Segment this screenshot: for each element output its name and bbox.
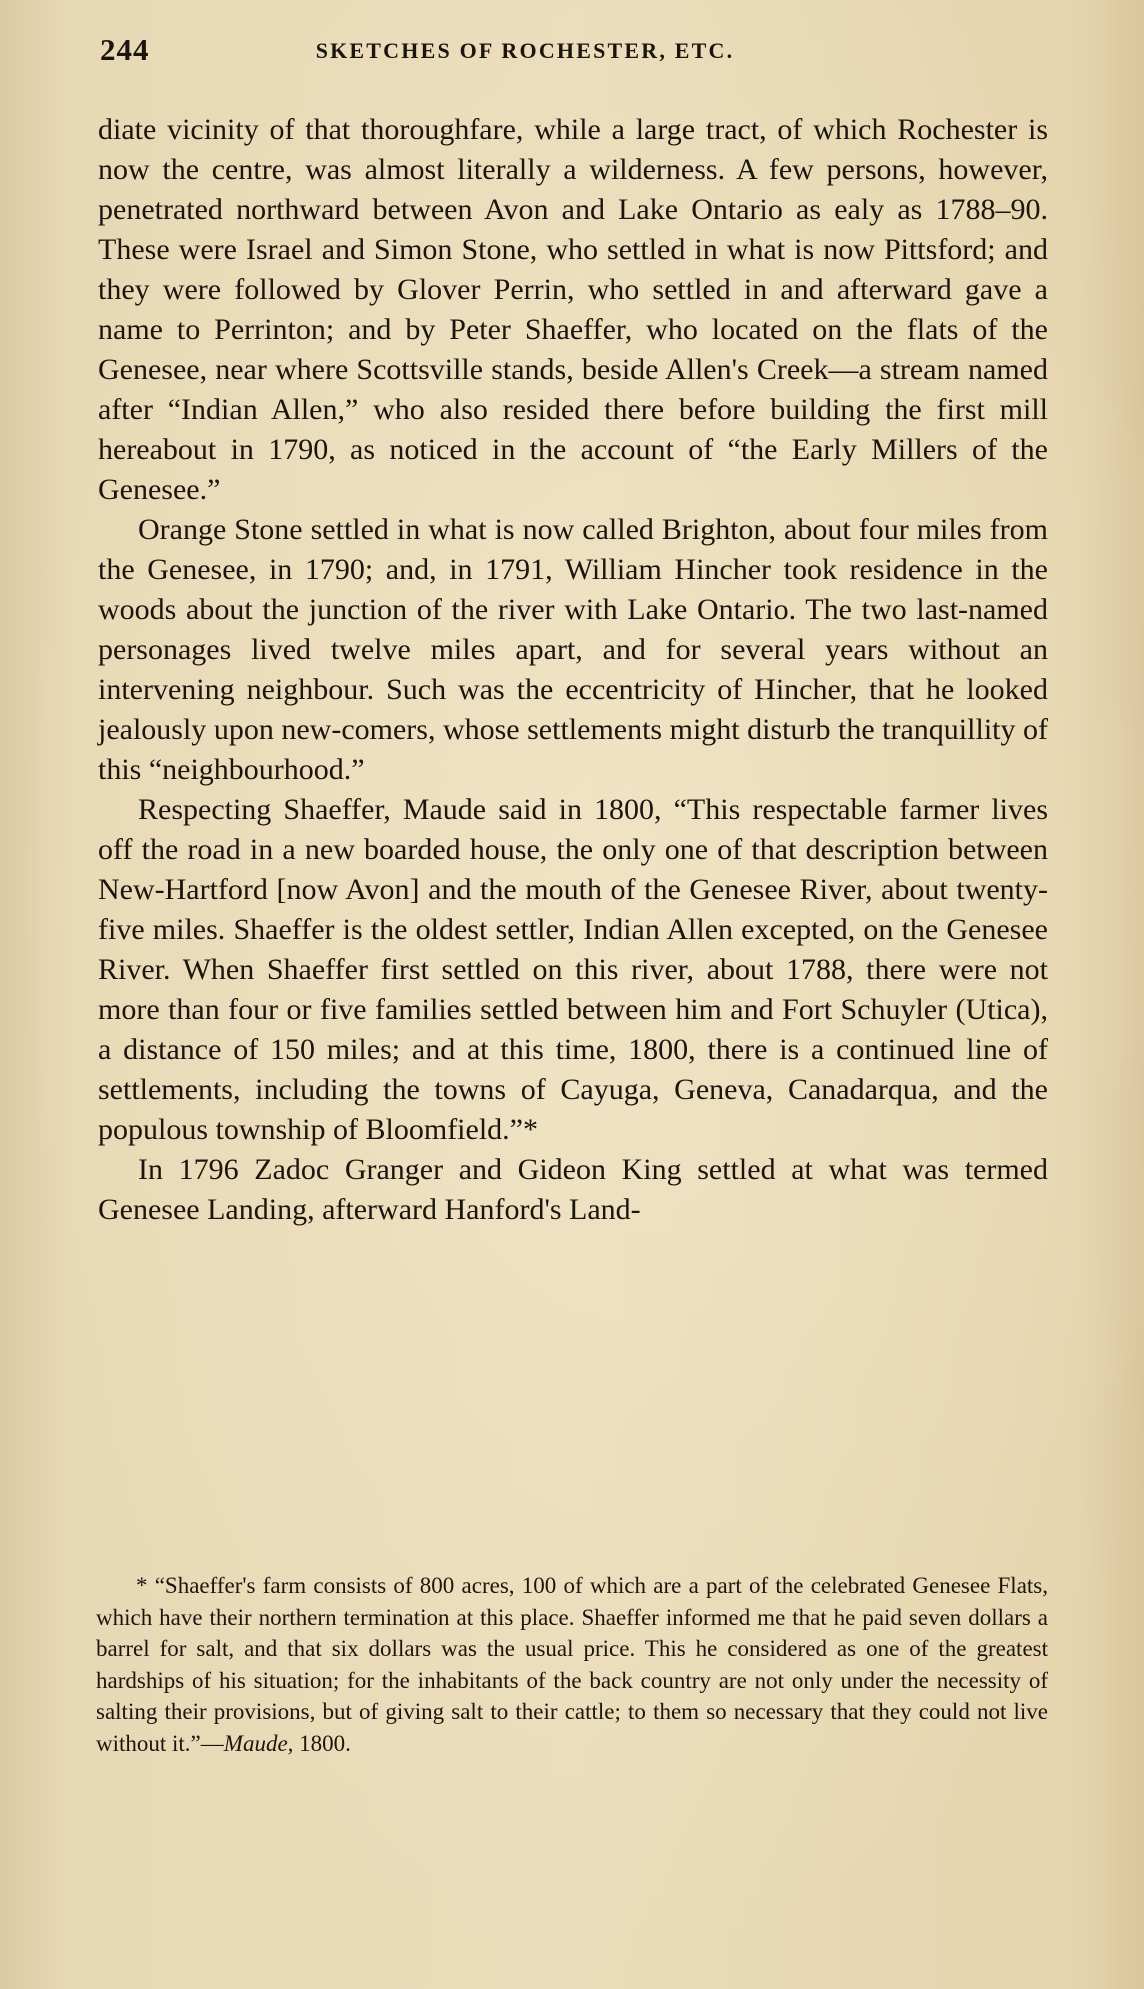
page-header [100,32,870,76]
body-text [98,110,1048,1230]
page-number: 244 [100,32,150,67]
paragraph-orange-stone: Orange Stone settled in what is now called Brighton, about four miles from the Genesee, in 1790; and, in 1791, William Hincher took residence in the woods about the junction of the river with Lake Ontario. The two last-named personages lived twelve miles apart, and for several years without an intervening neighbour. Such was the eccentricity of Hincher, that he looked jealously upon new-comers, whose settlements might disturb the tranquillity of this “neighbourhood.” [98,513,1048,786]
footnote [96,1570,1048,1759]
footnote-text: * “Shaeffer's farm consists of 800 acres, 100 of which are a part of the celebrated Genesee Flats, which have their northern termination at this place. Shaeffer informed me that he paid seven dollars a barrel for salt, and that six dollars was the usual price. This he considered as one of the greatest hardships of his situation; for the inhabitants of the back country are not only under the necessity of salting their provisions, but of giving salt to their cattle; to them so necessary that they could not live without it.”— [96,1573,1048,1756]
paragraph-granger-king: In 1796 Zadoc Granger and Gideon King settled at what was termed Genesee Landing, afterward Hanford's Land- [98,1153,1048,1226]
footnote-section [96,1570,1048,1759]
footnote-citation: Maude, [223,1730,294,1756]
paragraph-shaeffer: Respecting Shaeffer, Maude said in 1800, “This respectable farmer lives off the road in a new boarded house, the only one of that description between New-Hartford [now Avon] and the mouth of the Genesee River, about twenty-five miles. Shaeffer is the oldest settler, Indian Allen excepted, on the Genesee River. When Shaeffer first settled on this river, about 1788, there were not more than four or five families settled between him and Fort Schuyler (Utica), a distance of 150 miles; and at this time, 1800, there is a continued line of settlements, including the towns of Cayuga, Geneva, Canadarqua, and the populous township of Bloomfield.”* [98,793,1048,1146]
paragraph-continued: diate vicinity of that thoroughfare, while a large tract, of which Rochester is now the centre, was almost literally a wilderness. A few persons, however, penetrated northward between Avon and Lake Ontario as ealy as 1788–90. These were Israel and Simon Stone, who settled in what is now Pittsford; and they were followed by Glover Perrin, who settled in and afterward gave a name to Perrinton; and by Peter Shaeffer, who located on the flats of the Genesee, near where Scottsville stands, beside Allen's Creek—a stream named after “Indian Allen,” who also resided there before building the first mill hereabout in 1790, as noticed in the account of “the Early Millers of the Genesee.” [98,113,1048,506]
footnote-year: 1800. [293,1730,351,1756]
running-title: SKETCHES OF ROCHESTER, ETC. [315,38,735,63]
